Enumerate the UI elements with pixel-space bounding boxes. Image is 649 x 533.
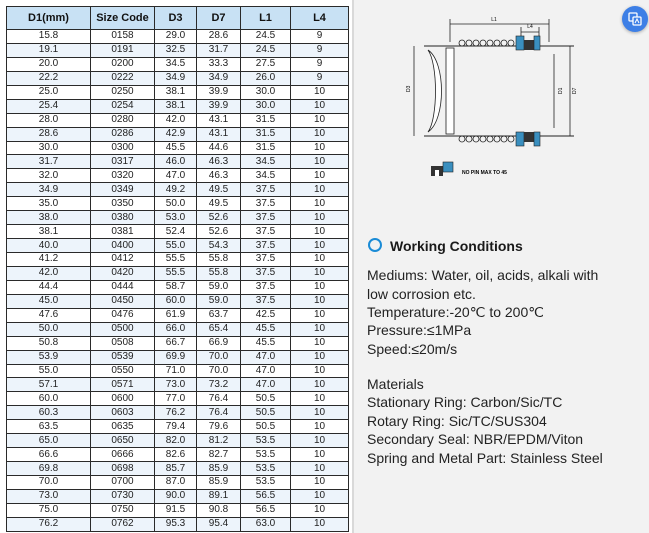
- table-cell: 69.9: [155, 350, 197, 364]
- table-cell: 38.1: [7, 225, 91, 239]
- table-cell: 0222: [91, 71, 155, 85]
- table-cell: 38.1: [155, 99, 197, 113]
- table-cell: 24.5: [241, 43, 291, 57]
- table-cell: 79.4: [155, 420, 197, 434]
- table-row: [7, 392, 349, 406]
- table-cell: 45.5: [241, 336, 291, 350]
- table-cell: 10: [291, 336, 349, 350]
- material-line: Secondary Seal: NBR/EPDM/Viton: [367, 431, 584, 447]
- table-row: [7, 57, 349, 71]
- table-cell: 49.2: [155, 183, 197, 197]
- table-cell: 0539: [91, 350, 155, 364]
- table-row: [7, 266, 349, 280]
- table-cell: 37.5: [241, 225, 291, 239]
- table-cell: 10: [291, 350, 349, 364]
- table-cell: 0603: [91, 406, 155, 420]
- table-cell: 30.0: [241, 99, 291, 113]
- table-cell: 10: [291, 127, 349, 141]
- table-cell: 10: [291, 476, 349, 490]
- table-cell: 10: [291, 434, 349, 448]
- table-cell: 30.0: [7, 141, 91, 155]
- spring-bottom: [459, 136, 514, 142]
- table-cell: 31.7: [197, 43, 241, 57]
- table-cell: 31.5: [241, 141, 291, 155]
- table-row: [7, 113, 349, 127]
- table-row: [7, 197, 349, 211]
- table-cell: 10: [291, 266, 349, 280]
- table-cell: 0280: [91, 113, 155, 127]
- table-cell: 73.2: [197, 378, 241, 392]
- table-cell: 28.0: [7, 113, 91, 127]
- table-cell: 70.0: [7, 476, 91, 490]
- table-row: [7, 503, 349, 517]
- table-cell: 0200: [91, 57, 155, 71]
- table-cell: 0349: [91, 183, 155, 197]
- table-cell: 28.6: [7, 127, 91, 141]
- table-cell: 32.0: [7, 169, 91, 183]
- table-cell: 10: [291, 378, 349, 392]
- table-cell: 59.0: [197, 294, 241, 308]
- table-cell: 50.0: [7, 322, 91, 336]
- table-cell: 76.4: [197, 392, 241, 406]
- table-cell: 55.0: [155, 239, 197, 253]
- table-cell: 52.6: [197, 225, 241, 239]
- table-cell: 10: [291, 211, 349, 225]
- table-cell: 37.5: [241, 183, 291, 197]
- table-cell: 0380: [91, 211, 155, 225]
- table-cell: 76.2: [155, 406, 197, 420]
- table-cell: 70.0: [197, 350, 241, 364]
- table-cell: 31.7: [7, 155, 91, 169]
- table-cell: 34.9: [197, 71, 241, 85]
- table-cell: 0300: [91, 141, 155, 155]
- table-cell: 50.5: [241, 392, 291, 406]
- table-cell: 34.5: [241, 169, 291, 183]
- table-cell: 85.9: [197, 462, 241, 476]
- material-line: Spring and Metal Part: Stainless Steel: [367, 450, 603, 466]
- table-row: [7, 462, 349, 476]
- table-cell: 0400: [91, 239, 155, 253]
- seal-cross-section-drawing: [394, 6, 578, 186]
- table-cell: 10: [291, 489, 349, 503]
- material-line: Rotary Ring: Sic/TC/SUS304: [367, 413, 547, 429]
- table-cell: 47.6: [7, 308, 91, 322]
- table-cell: 10: [291, 448, 349, 462]
- table-cell: 65.0: [7, 434, 91, 448]
- working-condition-line: Pressure:≤1MPa: [367, 322, 472, 338]
- table-row: [7, 141, 349, 155]
- table-cell: 27.5: [241, 57, 291, 71]
- table-cell: 53.5: [241, 462, 291, 476]
- table-row: [7, 364, 349, 378]
- table-cell: 47.0: [241, 350, 291, 364]
- table-row: [7, 225, 349, 239]
- table-cell: 89.1: [197, 489, 241, 503]
- table-cell: 28.6: [197, 30, 241, 44]
- table-cell: 0700: [91, 476, 155, 490]
- table-cell: 37.5: [241, 253, 291, 267]
- table-cell: 82.6: [155, 448, 197, 462]
- working-condition-line: Speed:≤20m/s: [367, 341, 458, 357]
- drawing-note: NO PIN MAX TO 45: [462, 170, 507, 176]
- table-cell: 10: [291, 294, 349, 308]
- table-cell: 10: [291, 322, 349, 336]
- table-cell: 46.3: [197, 155, 241, 169]
- table-cell: 37.5: [241, 197, 291, 211]
- table-cell: 46.3: [197, 169, 241, 183]
- table-row: [7, 211, 349, 225]
- working-conditions-heading: [368, 238, 523, 254]
- table-header-row: [7, 7, 349, 30]
- table-cell: 52.6: [197, 211, 241, 225]
- table-cell: 0635: [91, 420, 155, 434]
- table-row: [7, 280, 349, 294]
- table-cell: 10: [291, 183, 349, 197]
- table-cell: 31.5: [241, 127, 291, 141]
- table-cell: 79.6: [197, 420, 241, 434]
- table-cell: 10: [291, 141, 349, 155]
- table-cell: 25.0: [7, 85, 91, 99]
- table-cell: 40.0: [7, 239, 91, 253]
- table-cell: 37.5: [241, 266, 291, 280]
- table-row: [7, 169, 349, 183]
- table-cell: 50.0: [155, 197, 197, 211]
- table-cell: 34.9: [7, 183, 91, 197]
- table-row: [7, 420, 349, 434]
- table-cell: 37.5: [241, 211, 291, 225]
- table-cell: 42.9: [155, 127, 197, 141]
- table-cell: 60.0: [7, 392, 91, 406]
- table-cell: 33.3: [197, 57, 241, 71]
- table-cell: 55.0: [7, 364, 91, 378]
- table-cell: 0666: [91, 448, 155, 462]
- table-cell: 65.4: [197, 322, 241, 336]
- materials-title: Materials: [367, 376, 424, 392]
- table-cell: 37.5: [241, 239, 291, 253]
- table-cell: 85.7: [155, 462, 197, 476]
- table-cell: 29.0: [155, 30, 197, 44]
- table-cell: 77.0: [155, 392, 197, 406]
- spring-top: [459, 40, 514, 46]
- table-row: [7, 253, 349, 267]
- table-row: [7, 127, 349, 141]
- translate-button[interactable]: [622, 6, 648, 32]
- table-cell: 10: [291, 462, 349, 476]
- table-cell: 42.0: [7, 266, 91, 280]
- table-cell: 47.0: [155, 169, 197, 183]
- table-cell: 0762: [91, 517, 155, 531]
- table-row: [7, 30, 349, 44]
- working-conditions-title: Working Conditions: [390, 238, 523, 254]
- table-cell: 85.9: [197, 476, 241, 490]
- table-cell: 66.6: [7, 448, 91, 462]
- table-cell: 69.8: [7, 462, 91, 476]
- table-cell: 53.5: [241, 434, 291, 448]
- table-cell: 0500: [91, 322, 155, 336]
- table-cell: 10: [291, 85, 349, 99]
- table-cell: 43.1: [197, 113, 241, 127]
- table-cell: 56.5: [241, 503, 291, 517]
- table-cell: 56.5: [241, 489, 291, 503]
- table-row: [7, 350, 349, 364]
- table-row: [7, 294, 349, 308]
- table-cell: 61.9: [155, 308, 197, 322]
- table-cell: 90.0: [155, 489, 197, 503]
- table-cell: 0254: [91, 99, 155, 113]
- table-cell: 70.0: [197, 364, 241, 378]
- table-cell: 10: [291, 308, 349, 322]
- table-cell: 0450: [91, 294, 155, 308]
- table-cell: 32.5: [155, 43, 197, 57]
- working-condition-line: Mediums: Water, oil, acids, alkali with: [367, 267, 599, 283]
- table-cell: 45.5: [155, 141, 197, 155]
- table-row: [7, 434, 349, 448]
- table-cell: 58.7: [155, 280, 197, 294]
- table-cell: 59.0: [197, 280, 241, 294]
- working-condition-line: low corrosion etc.: [367, 286, 476, 302]
- working-condition-line: Temperature:-20℃ to 200℃: [367, 304, 544, 320]
- dimension-label-d7: D7: [572, 87, 578, 94]
- table-body: [7, 30, 349, 532]
- table-cell: 60.3: [7, 406, 91, 420]
- table-cell: 10: [291, 392, 349, 406]
- table-row: [7, 183, 349, 197]
- table-cell: 82.7: [197, 448, 241, 462]
- table-cell: 0444: [91, 280, 155, 294]
- table-cell: 50.5: [241, 406, 291, 420]
- table-row: [7, 99, 349, 113]
- table-cell: 66.0: [155, 322, 197, 336]
- table-cell: 55.8: [197, 266, 241, 280]
- table-cell: 10: [291, 253, 349, 267]
- table-row: [7, 489, 349, 503]
- info-panel: [354, 0, 649, 533]
- table-cell: 0420: [91, 266, 155, 280]
- table-cell: 0750: [91, 503, 155, 517]
- table-cell: 20.0: [7, 57, 91, 71]
- table-cell: 60.0: [155, 294, 197, 308]
- table-cell: 26.0: [241, 71, 291, 85]
- table-cell: 9: [291, 30, 349, 44]
- table-cell: 41.2: [7, 253, 91, 267]
- table-cell: 75.0: [7, 503, 91, 517]
- dimension-label-d3: D3: [406, 85, 412, 92]
- table-cell: 81.2: [197, 434, 241, 448]
- table-row: [7, 308, 349, 322]
- table-cell: 34.9: [155, 71, 197, 85]
- table-cell: 47.0: [241, 378, 291, 392]
- table-cell: 10: [291, 517, 349, 531]
- table-cell: 42.5: [241, 308, 291, 322]
- table-cell: 10: [291, 503, 349, 517]
- translate-icon: [628, 12, 642, 26]
- table-cell: 55.5: [155, 253, 197, 267]
- table-cell: 10: [291, 406, 349, 420]
- table-cell: 82.0: [155, 434, 197, 448]
- table-cell: 49.5: [197, 183, 241, 197]
- table-cell: 91.5: [155, 503, 197, 517]
- table-cell: 38.0: [7, 211, 91, 225]
- table-cell: 53.5: [241, 476, 291, 490]
- table-cell: 9: [291, 43, 349, 57]
- table-cell: 71.0: [155, 364, 197, 378]
- table-row: [7, 406, 349, 420]
- col-header-size-code: Size Code: [91, 7, 155, 30]
- table-cell: 76.2: [7, 517, 91, 531]
- table-row: [7, 85, 349, 99]
- table-cell: 50.8: [7, 336, 91, 350]
- material-line: Stationary Ring: Carbon/Sic/TC: [367, 394, 563, 410]
- table-cell: 87.0: [155, 476, 197, 490]
- col-header-d3: D3: [155, 7, 197, 30]
- table-cell: 39.9: [197, 85, 241, 99]
- table-cell: 15.8: [7, 30, 91, 44]
- table-cell: 0158: [91, 30, 155, 44]
- table-cell: 10: [291, 280, 349, 294]
- table-cell: 43.1: [197, 127, 241, 141]
- table-cell: 38.1: [155, 85, 197, 99]
- table-cell: 10: [291, 420, 349, 434]
- table-cell: 63.5: [7, 420, 91, 434]
- table-cell: 10: [291, 113, 349, 127]
- table-cell: 66.7: [155, 336, 197, 350]
- table-cell: 95.3: [155, 517, 197, 531]
- col-header-d1: D1(mm): [7, 7, 91, 30]
- table-cell: 54.3: [197, 239, 241, 253]
- table-cell: 53.0: [155, 211, 197, 225]
- table-cell: 57.1: [7, 378, 91, 392]
- table-cell: 10: [291, 197, 349, 211]
- table-cell: 0350: [91, 197, 155, 211]
- table-row: [7, 476, 349, 490]
- table-cell: 0317: [91, 155, 155, 169]
- table-cell: 0250: [91, 85, 155, 99]
- table-cell: 10: [291, 155, 349, 169]
- table-cell: 0600: [91, 392, 155, 406]
- table-cell: 55.5: [155, 266, 197, 280]
- dimension-table: [6, 6, 349, 532]
- table-row: [7, 239, 349, 253]
- table-cell: 0286: [91, 127, 155, 141]
- table-cell: 22.2: [7, 71, 91, 85]
- table-cell: 45.5: [241, 322, 291, 336]
- table-cell: 47.0: [241, 364, 291, 378]
- table-cell: 0550: [91, 364, 155, 378]
- table-cell: 10: [291, 99, 349, 113]
- table-cell: 19.1: [7, 43, 91, 57]
- table-cell: 0650: [91, 434, 155, 448]
- table-row: [7, 448, 349, 462]
- table-cell: 0381: [91, 225, 155, 239]
- table-cell: 30.0: [241, 85, 291, 99]
- circle-bullet-icon: [368, 238, 382, 252]
- table-cell: 39.9: [197, 99, 241, 113]
- table-cell: 53.5: [241, 448, 291, 462]
- table-cell: 76.4: [197, 406, 241, 420]
- table-cell: 0571: [91, 378, 155, 392]
- table-cell: 0508: [91, 336, 155, 350]
- table-cell: 50.5: [241, 420, 291, 434]
- table-cell: 34.5: [155, 57, 197, 71]
- table-cell: 0191: [91, 43, 155, 57]
- table-cell: 10: [291, 169, 349, 183]
- table-cell: 45.0: [7, 294, 91, 308]
- table-cell: 44.6: [197, 141, 241, 155]
- table-cell: 0412: [91, 253, 155, 267]
- col-header-d7: D7: [197, 7, 241, 30]
- table-cell: 10: [291, 239, 349, 253]
- table-cell: 10: [291, 225, 349, 239]
- dimension-label-l4: L4: [527, 24, 533, 30]
- table-cell: 95.4: [197, 517, 241, 531]
- table-cell: 44.4: [7, 280, 91, 294]
- table-row: [7, 336, 349, 350]
- table-row: [7, 71, 349, 85]
- table-cell: 35.0: [7, 197, 91, 211]
- table-row: [7, 517, 349, 531]
- table-cell: 53.9: [7, 350, 91, 364]
- table-cell: 10: [291, 364, 349, 378]
- table-cell: 66.9: [197, 336, 241, 350]
- table-cell: 0476: [91, 308, 155, 322]
- table-cell: 49.5: [197, 197, 241, 211]
- table-cell: 90.8: [197, 503, 241, 517]
- table-row: [7, 155, 349, 169]
- dimension-label-l1: L1: [491, 17, 497, 23]
- table-cell: 63.7: [197, 308, 241, 322]
- table-row: [7, 322, 349, 336]
- table-cell: 73.0: [7, 489, 91, 503]
- table-cell: 52.4: [155, 225, 197, 239]
- table-cell: 25.4: [7, 99, 91, 113]
- table-cell: 0730: [91, 489, 155, 503]
- table-row: [7, 43, 349, 57]
- table-cell: 9: [291, 71, 349, 85]
- table-cell: 37.5: [241, 294, 291, 308]
- table-cell: 55.8: [197, 253, 241, 267]
- table-cell: 73.0: [155, 378, 197, 392]
- table-cell: 37.5: [241, 280, 291, 294]
- table-cell: 0320: [91, 169, 155, 183]
- table-cell: 46.0: [155, 155, 197, 169]
- col-header-l4: L4: [291, 7, 349, 30]
- table-cell: 9: [291, 57, 349, 71]
- table-cell: 24.5: [241, 30, 291, 44]
- table-row: [7, 378, 349, 392]
- table-cell: 34.5: [241, 155, 291, 169]
- col-header-l1: L1: [241, 7, 291, 30]
- table-cell: 42.0: [155, 113, 197, 127]
- dimension-label-d1: D1: [558, 87, 564, 94]
- table-cell: 63.0: [241, 517, 291, 531]
- table-cell: 0698: [91, 462, 155, 476]
- table-cell: 31.5: [241, 113, 291, 127]
